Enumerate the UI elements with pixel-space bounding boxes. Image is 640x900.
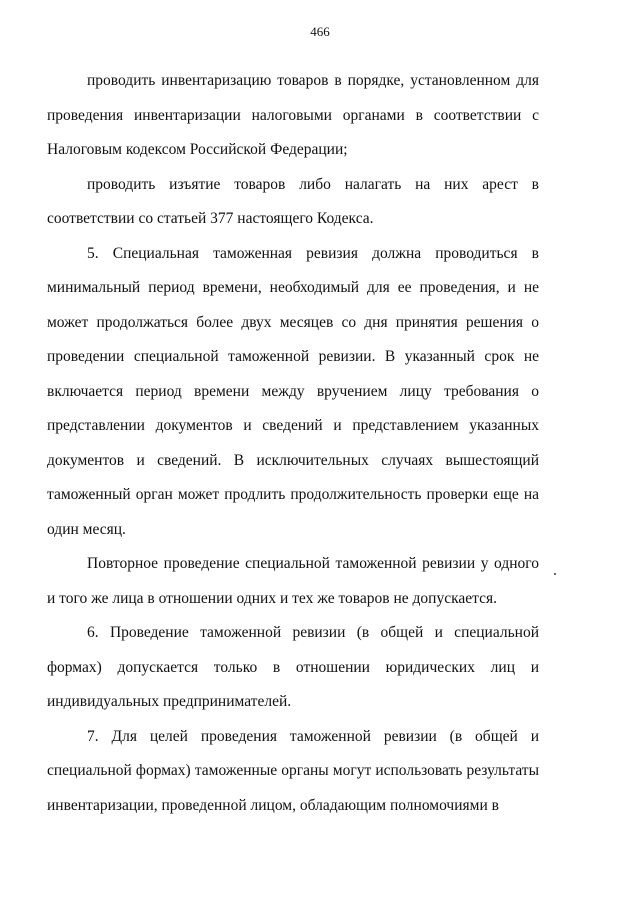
page-number: 466 xyxy=(310,24,330,39)
document-body xyxy=(47,64,539,823)
paragraph-item-7: 7. Для целей проведения таможенной ревизии (в общей и специальной формах) таможенные органы могут использовать результаты инвентаризации, проведенной лицом, обладающим полномочиями в xyxy=(47,727,539,814)
paragraph-repeat-audit: Повторное проведение специальной таможенной ревизии у одного и того же лица в отношении одних и тех же товаров не допускается. xyxy=(47,555,539,607)
scan-speck xyxy=(554,573,556,575)
paragraph-item-5: 5. Специальная таможенная ревизия должна проводиться в минимальный период времени, необходимый для ее проведения, и не может продолжаться более двух месяцев со дня принятия решения о проведении специальной таможенной ревизии. В указанный срок не включается период времени между вручением лицу требования о представлении документов и сведений и представлением указанных документов и сведений. В исключительных случаях вышестоящий таможенный орган может продлить продолжительность проверки еще на один месяц. xyxy=(47,244,539,538)
paragraph-inventory: проводить инвентаризацию товаров в порядке, установленном для проведения инвентаризации налоговыми органами в соответствии с Налоговым кодексом Российской Федерации; xyxy=(47,72,539,158)
paragraph-item-6: 6. Проведение таможенной ревизии (в общей и специальной формах) допускается только в отношении юридических лиц и индивидуальных предпринимателей. xyxy=(47,624,539,710)
paragraph-seizure: проводить изъятие товаров либо налагать на них арест в соответствии со статьей 377 настоящего Кодекса. xyxy=(47,175,539,227)
